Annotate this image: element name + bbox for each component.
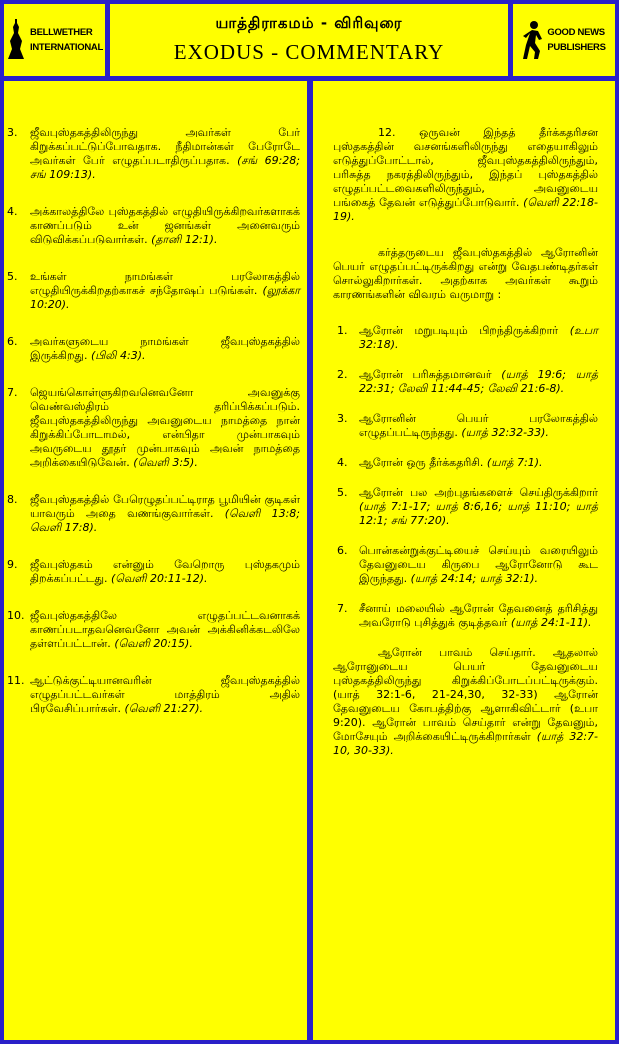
scripture-reference: (யாத் 24:14; யாத் 32:1).	[410, 572, 539, 585]
paragraph-text: ஆரோன் பாவம் செய்தார். ஆதலால் ஆரோனுடைய பெயர் தேவனுடைய புஸ்தகத்திலிருந்து கிறுக்கிப்போடப்பட்டிருக்கும். (யாத் 32:1-6, 21-24,30, 32-33) ஆரோன் தேவனுடைய கோபத்திற்கு ஆளாகிவிட்டார் (உபா 9:20). ஆரோன் பாவம் செய்தார் என்று தேவனும், மோசேயும் அறிக்கையிட்டிருக்கிறார்கள்	[333, 646, 598, 743]
list-item	[337, 544, 598, 586]
item-number: 8.	[7, 493, 18, 506]
scripture-reference: (வெளி 3:5).	[133, 456, 198, 469]
item-number: 5.	[7, 270, 18, 283]
list-item	[337, 486, 598, 528]
list-item	[7, 270, 301, 312]
paragraph-text: 12. ஒருவன் இந்தத் தீர்க்கதரிசன புஸ்தகத்தின் வசனங்களிலிருந்து எதையாகிலும் எடுத்துப்போட்டால், ஜீவபுஸ்தகத்திலிருந்தும், பரிசுத்த நகரத்திலிருந்தும், இந்தப் புஸ்தகத்தில் எழுதப்பட்டவைகளிலிருந்தும், அவனுடைய பங்கைத் தேவன் எடுத்துப்போடுவார்.	[333, 126, 598, 209]
list-item	[7, 335, 300, 363]
commentary-paragraph-verse-12	[333, 126, 598, 224]
list-item	[337, 456, 598, 470]
scripture-reference: (யாத் 32:7-10, 30-33).	[333, 730, 599, 757]
item-number: 3.	[7, 126, 18, 139]
item-number: 7.	[7, 386, 18, 399]
commentary-paragraph-intro	[333, 246, 598, 302]
right-logo-line-1: GOOD NEWS	[547, 27, 605, 38]
publisher-logo-right	[513, 4, 615, 76]
scripture-reference: (யாத் 19:6; யாத் 22:31; லேவி 11:44-45; லேவி 21:6-8).	[359, 368, 598, 395]
item-text: ஜெயங்கொள்ளுகிறவனெவனோ அவனுக்கு வெண்வஸ்திரம் தரிப்பிக்கப்படும். ஜீவபுஸ்தகத்திலிருந்து அவனுடைய நாமத்தை நான் கிறுக்கிப்போடாமல், என்பிதா முன்பாகவும் அவருடைய தூதர் முன்பாகவும் அவன் நாமத்தை அறிக்கையிடுவேன்.	[30, 386, 300, 469]
scripture-reference: (தானி 12:1).	[151, 233, 218, 246]
item-text: ஆட்டுக்குட்டியானவரின் ஜீவபுஸ்தகத்தில் எழுதப்பட்டவர்கள் மாத்திரம் அதில் பிரவேசிப்பார்கள்.	[30, 674, 300, 715]
item-number: 6.	[337, 544, 348, 557]
item-number: 1.	[337, 324, 348, 337]
right-logo-line-2: PUBLISHERS	[547, 42, 606, 53]
item-number: 9.	[7, 558, 18, 571]
scripture-reference: (யாத் 32:32-33).	[461, 426, 549, 439]
item-text: ஆரோன் ஒரு தீர்க்கதரிசி.	[359, 456, 484, 469]
list-item	[7, 674, 300, 716]
item-text: உங்கள் நாமங்கள் பரலோகத்தில் எழுதியிருக்கிறதற்காகச் சந்தோஷப் படுங்கள்.	[30, 270, 300, 297]
tamil-title: யாத்திராகமம் - விரிவுரை	[215, 14, 403, 32]
item-number: 7.	[337, 602, 348, 615]
page-header	[110, 4, 508, 76]
item-number: 5.	[337, 486, 348, 499]
item-number: 4.	[7, 205, 18, 218]
scripture-reference: (வெளி 22:18-19).	[333, 196, 598, 223]
item-number: 3.	[337, 412, 348, 425]
list-item	[337, 412, 598, 440]
list-item	[337, 602, 598, 630]
item-text: அவர்களுடைய நாமங்கள் ஜீவபுஸ்தகத்தில் இருக்கிறது.	[30, 335, 300, 362]
item-text: ஜீவபுஸ்தகம் என்னும் வேறொரு புஸ்தகமும் திறக்கப்பட்டது.	[30, 558, 300, 585]
publisher-logo-left	[4, 4, 105, 76]
scripture-reference: (யாத் 24:1-11).	[510, 616, 592, 629]
scripture-reference: (லூக்கா 10:20).	[30, 284, 301, 311]
left-column	[4, 81, 307, 1040]
list-item	[7, 609, 300, 651]
english-title: EXODUS - COMMENTARY	[173, 40, 445, 64]
scripture-reference: (உபா 32:18).	[359, 324, 598, 351]
paragraph-text: கர்த்தருடைய ஜீவபுஸ்தகத்தில் ஆரோனின் பெயர் எழுதப்பட்டிருக்கிறது என்று வேதபண்டிதர்கள் சொல்லுகிறார்கள். அதற்காக அவர்கள் கூறும் காரணங்களின் விவரம் வருமாறு :	[333, 246, 598, 301]
scripture-reference: (வெளி 20:15).	[114, 637, 193, 650]
item-number: 10.	[7, 609, 25, 622]
list-item	[337, 368, 598, 396]
list-item	[7, 386, 300, 470]
item-text: ஜீவபுஸ்தகத்திலிருந்து அவர்கள் பேர் கிறுக்கப்பட்டுப்போவதாக. நீதிமான்கள் பேரோடே அவர்கள் பேர் எழுதப்படாதிருப்பதாக.	[30, 126, 300, 167]
item-text: ஆரோன் மறுபடியும் பிறந்திருக்கிறார்	[359, 324, 559, 337]
list-item	[7, 493, 300, 535]
item-text: ஜீவபுஸ்தகத்தில் பேரெழுதப்பட்டிராத பூமியின் குடிகள் யாவரும் அதை வணங்குவார்கள்.	[30, 493, 300, 520]
item-text: ஆரோனின் பெயர் பரலோகத்தில் எழுதப்பட்டிருந்தது.	[359, 412, 598, 439]
item-text: அக்காலத்திலே புஸ்தகத்தில் எழுதியிருக்கிறவர்களாகக் காணப்படும் உன் ஜனங்கள் அனைவரும் விடுவிக்கப்படுவார்கள்.	[30, 205, 300, 246]
item-text: ஆரோன் பரிசுத்தமானவர்	[359, 368, 492, 381]
scripture-reference: (வெளி 20:11-12).	[111, 572, 208, 585]
scripture-reference: (சங் 69:28; சங் 109:13).	[30, 154, 301, 181]
commentary-paragraph-conclusion	[333, 646, 598, 758]
scripture-reference: (வெளி 13:8; வெளி 17:8).	[30, 507, 300, 534]
item-number: 11.	[7, 674, 25, 687]
scripture-reference: (வெளி 21:27).	[124, 702, 204, 715]
item-text: சீனாய் மலையில் ஆரோன் தேவனைத் தரிசித்து அவரோடு புசித்துக் குடித்தவர்	[359, 602, 598, 629]
right-column	[313, 81, 615, 1040]
scripture-reference: (பிலி 4:3).	[90, 349, 146, 362]
item-text: ஜீவபுஸ்தகத்திலே எழுதப்பட்டவனாகக் காணப்படாதவனெவனோ அவன் அக்கினிக்கடலிலே தள்ளப்பட்டான்.	[30, 609, 300, 650]
list-item	[7, 205, 300, 247]
list-item	[7, 126, 301, 182]
item-number: 6.	[7, 335, 18, 348]
runner-logo-icon	[522, 19, 544, 61]
item-text: ஆரோன் பல அற்புதங்களைச் செய்திருக்கிறார்	[359, 486, 598, 499]
list-item	[7, 558, 300, 586]
item-number: 4.	[337, 456, 348, 469]
item-text: பொன்கன்றுக்குட்டியைச் செய்யும் வரையிலும் தேவனுடைய கிருபை ஆரோனோடு கூட இருந்தது.	[359, 544, 598, 585]
item-number: 2.	[337, 368, 348, 381]
left-logo-line-2: INTERNATIONAL	[30, 42, 103, 53]
scripture-reference: (யாத் 7:1).	[486, 456, 543, 469]
scripture-reference: (யாத் 7:1-17; யாத் 8:6,16; யாத் 11:10; யாத் 12:1; சங் 77:20).	[359, 500, 598, 527]
left-logo-line-1: BELLWETHER	[30, 27, 93, 38]
bellwether-logo-icon	[6, 19, 26, 61]
list-item	[337, 324, 598, 352]
